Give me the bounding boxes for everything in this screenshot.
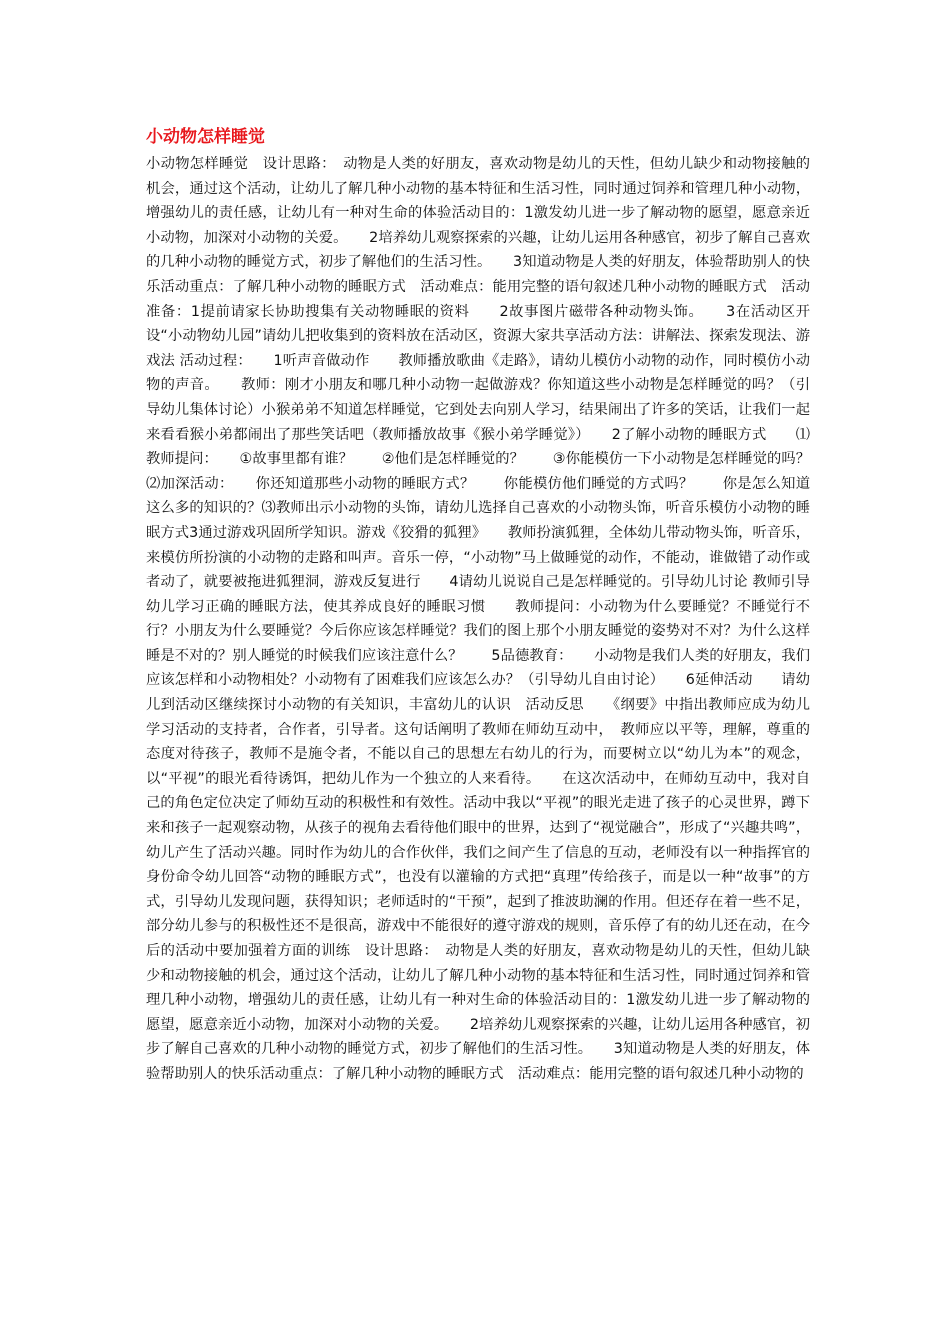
document-title: 小动物怎样睡觉 (146, 127, 265, 147)
document-content (146, 124, 839, 1087)
document-body-text: 小动物怎样睡觉 设计思路： 动物是人类的好朋友，喜欢动物是幼儿的天性，但幼儿缺少和动物接触的机会，通过这个活动，让幼儿了解几种小动物的基本特征和生活习性，同时通过饲养和管理几种小动物，增强幼儿的责任感，让幼儿有一种对生命的体验活动目的：1激发幼儿进一步了解动物的愿望，愿意亲近小动物，加深对小动物的关爱。 2培养幼儿观察探索的兴趣，让幼儿运用各种感官，初步了解自己喜欢的几种小动物的睡觉方式，初步了解他们的生活习性。 3知道动物是人类的好朋友，体验帮助别人的快乐活动重点：了解几种小动物的睡眠方式 活动难点：能用完整的语句叙述几种小动物的睡眠方式 活动准备：1提前请家长协助搜集有关动物睡眠的资料 2故事图片磁带各种动物头饰。 3在活动区开设“小动物幼儿园”请幼儿把收集到的资料放在活动区，资源大家共享活动方法：讲解法、探索发现法、游戏法 活动过程： 1听声音做动作 教师播放歌曲《走路》，请幼儿模仿小动物的动作，同时模仿小动物的声音。 教师：刚才小朋友和哪几种小动物一起做游戏？你知道这些小动物是怎样睡觉的吗？（引导幼儿集体讨论）小猴弟弟不知道怎样睡觉，它到处去向别人学习，结果闹出了许多的笑话，让我们一起来看看猴小弟都闹出了那些笑话吧（教师播放故事《猴小弟学睡觉》） 2了解小动物的睡眠方式 ⑴教师提问： ①故事里都有谁？ ②他们是怎样睡觉的？ ③你能模仿一下小动物是怎样睡觉的吗？ ⑵加深活动： 你还知道那些小动物的睡眠方式？ 你能模仿他们睡觉的方式吗？ 你是怎么知道这么多的知识的？⑶教师出示小动物的头饰，请幼儿选择自己喜欢的小动物头饰，听音乐模仿小动物的睡眠方式3通过游戏巩固所学知识。游戏《狡猾的狐狸》 教师扮演狐狸，全体幼儿带动物头饰，听音乐，来模仿所扮演的小动物的走路和叫声。音乐一停，“小动物”马上做睡觉的动作，不能动，谁做错了动作或者动了，就要被拖进狐狸洞，游戏反复进行 4请幼儿说说自己是怎样睡觉的。引导幼儿讨论 教师引导幼儿学习正确的睡眠方法，使其养成良好的睡眠习惯 教师提问：小动物为什么要睡觉？不睡觉行不行？小朋友为什么要睡觉？今后你应该怎样睡觉？我们的图上那个小朋友睡觉的姿势对不对？为什么这样睡是不对的？别人睡觉的时候我们应该注意什么？ 5品德教育： 小动物是我们人类的好朋友，我们应该怎样和小动物相处？小动物有了困难我们应该怎么办？（引导幼儿自由讨论） 6延伸活动 请幼儿到活动区继续探讨小动物的有关知识，丰富幼儿的认识 活动反思 《纲要》中指出教师应成为幼儿学习活动的支持者，合作者，引导者。这句话阐明了教师在师幼互动中， 教师应以平等，理解，尊重的态度对待孩子，教师不是施令者，不能以自己的思想左右幼儿的行为，而要树立以“幼儿为本”的观念，以“平视”的眼光看待诱饵，把幼儿作为一个独立的人来看待。 在这次活动中，在师幼互动中，我对自己的角色定位决定了师幼互动的积极性和有效性。活动中我以“平视”的眼光走进了孩子的心灵世界，蹲下来和孩子一起观察动物，从孩子的视角去看待他们眼中的世界，达到了“视觉融合”，形成了“兴趣共鸣”，幼儿产生了活动兴趣。同时作为幼儿的合作伙伴，我们之间产生了信息的互动，老师没有以一种指挥官的身份命令幼儿回答“动物的睡眠方式”，也没有以灌输的方式把“真理”传给孩子，而是以一种“故事”的方式，引导幼儿发现问题，获得知识；老师适时的“干预”，起到了推波助澜的作用。但还存在着一些不足，部分幼儿参与的积极性还不是很高，游戏中不能很好的遵守游戏的规则，音乐停了有的幼儿还在动，在今后的活动中要加强着方面的训练 设计思路： 动物是人类的好朋友，喜欢动物是幼儿的天性，但幼儿缺少和动物接触的机会，通过这个活动，让幼儿了解几种小动物的基本特征和生活习性，同时通过饲养和管理几种小动物，增强幼儿的责任感，让幼儿有一种对生命的体验活动目的：1激发幼儿进一步了解动物的愿望，愿意亲近小动物，加深对小动物的关爱。 2培养幼儿观察探索的兴趣，让幼儿运用各种感官，初步了解自己喜欢的几种小动物的睡觉方式，初步了解他们的生活习性。 3知道动物是人类的好朋友，体验帮助别人的快乐活动重点：了解几种小动物的睡眠方式 活动难点：能用完整的语句叙述几种小动物的 (146, 156, 839, 1082)
